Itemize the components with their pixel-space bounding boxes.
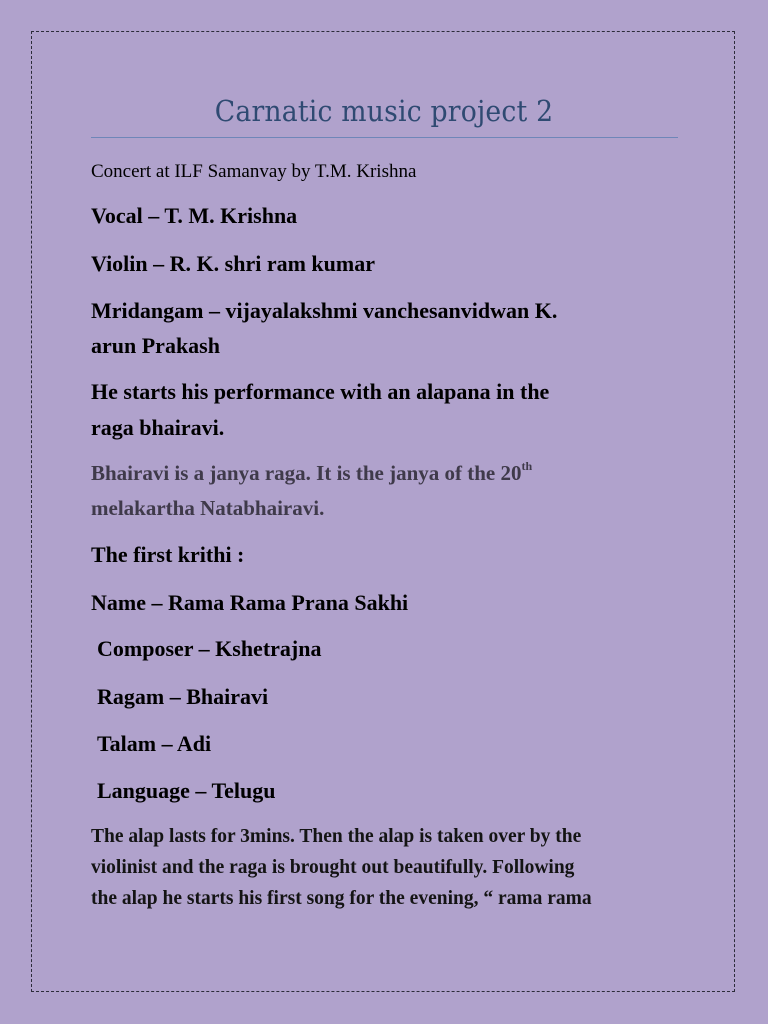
violin-line: Violin – R. K. shri ram kumar <box>91 251 375 276</box>
vocal-line: Vocal – T. M. Krishna <box>91 203 298 228</box>
bhairavi-line-1-text: Bhairavi is a janya raga. It is the janya of the 20 <box>91 461 522 485</box>
ordinal-suffix: th <box>521 459 533 473</box>
krithi-ragam: Ragam – Bhairavi <box>97 684 269 709</box>
mridangam-line-1: Mridangam – vijayalakshmi vanchesanvidwan K. <box>91 298 558 323</box>
krithi-talam: Talam – Adi <box>97 731 212 756</box>
page-title: Carnatic music project 2 <box>214 94 554 128</box>
paragraph-line-1: The alap lasts for 3mins. Then the alap is taken over by the <box>91 826 582 847</box>
paragraph-line-3: the alap he starts his first song for the evening, “ rama rama <box>91 888 592 909</box>
paragraph-line-2: violinist and the raga is brought out beautifully. Following <box>91 857 575 878</box>
concert-subtitle: Concert at ILF Samanvay by T.M. Krishna <box>91 161 417 182</box>
mridangam-line-2: arun Prakash <box>91 333 220 358</box>
bhairavi-line-1 <box>91 461 532 486</box>
krithi-language: Language – Telugu <box>97 778 276 803</box>
intro-line-2: raga bhairavi. <box>91 415 225 440</box>
title-underline <box>91 137 678 138</box>
krithi-name: Name – Rama Rama Prana Sakhi <box>91 590 409 615</box>
bhairavi-line-2: melakartha Natabhairavi. <box>91 496 325 520</box>
krithi-composer: Composer – Kshetrajna <box>97 636 322 661</box>
first-krithi-heading: The first krithi : <box>91 542 245 567</box>
intro-line-1: He starts his performance with an alapana in the <box>91 379 550 404</box>
